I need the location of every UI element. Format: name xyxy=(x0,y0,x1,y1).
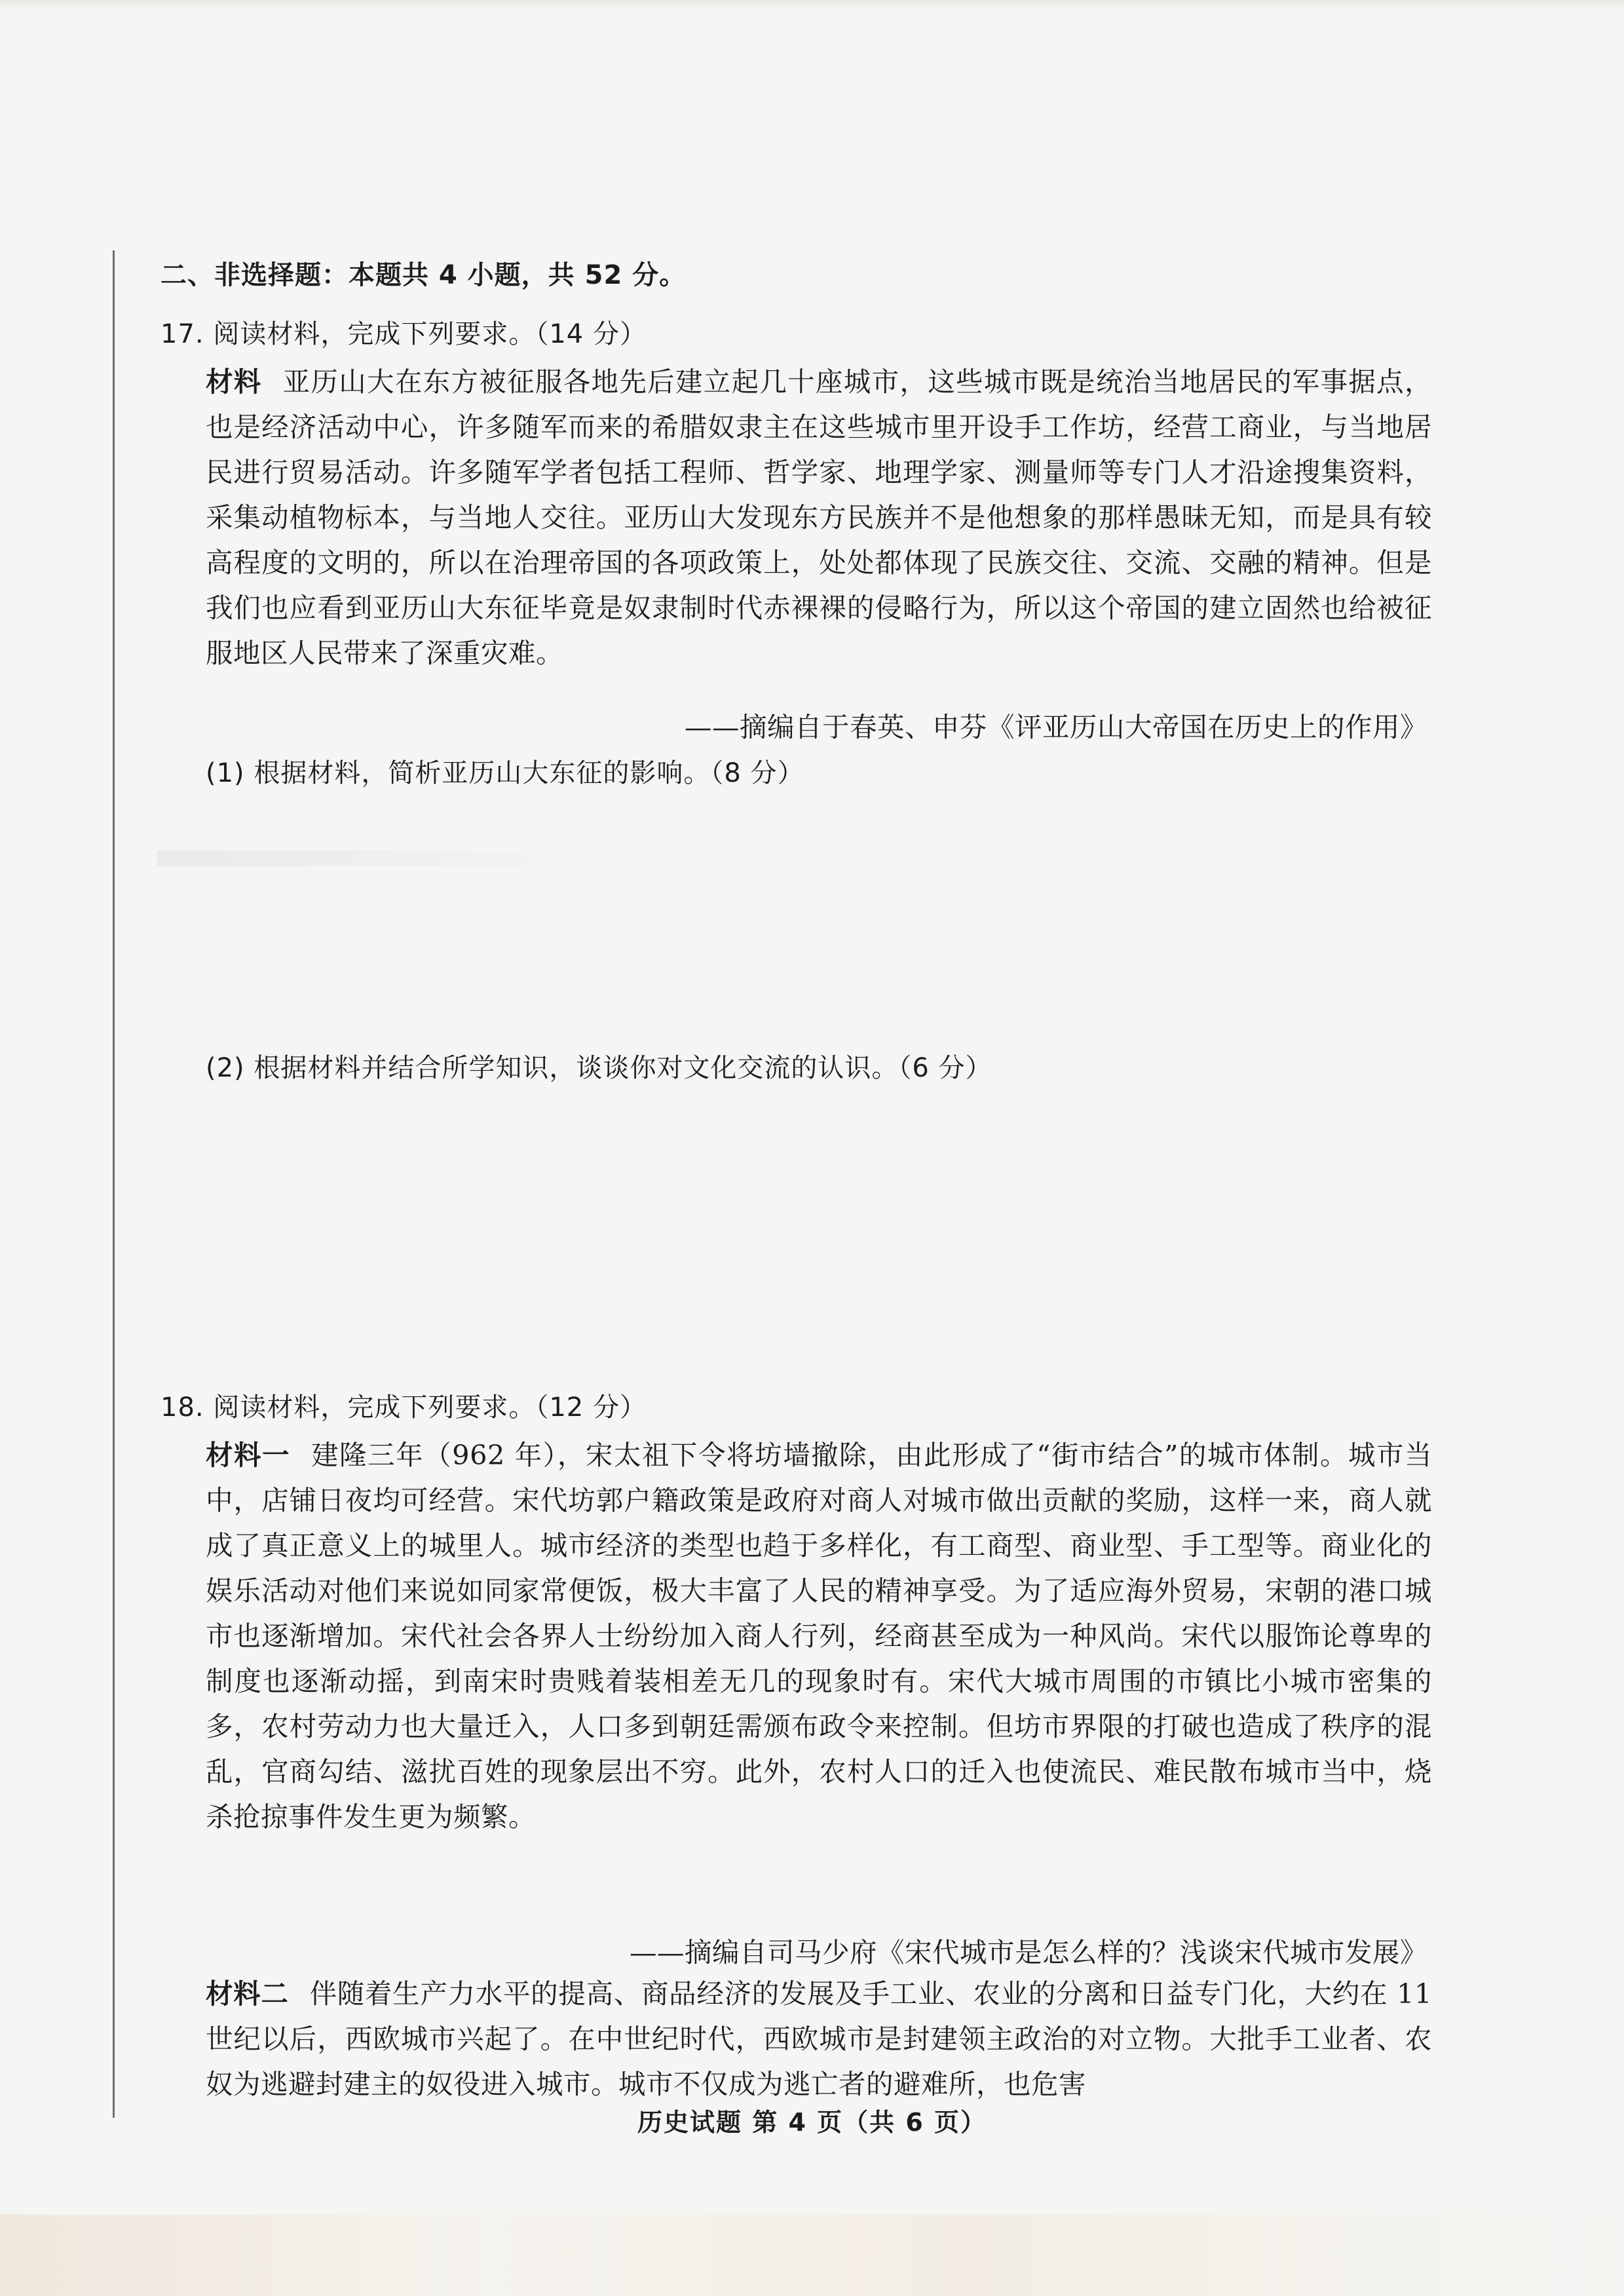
question-18-source-1: ——摘编自司马少府《宋代城市是怎么样的？浅谈宋代城市发展》 xyxy=(629,1936,1427,1968)
margin-line xyxy=(113,250,115,2118)
material-1-label: 材料一 xyxy=(206,1439,291,1471)
scan-bottom-edge xyxy=(0,2215,1624,2296)
material-1-text: 建隆三年（962 年），宋太祖下令将坊墙撤除，由此形成了“街市结合”的城市体制。城市当中，店铺日夜均可经营。宋代坊郭户籍政策是政府对商人对城市做出贡献的奖励，这样一来，商人就成了真正意义上的城里人。城市经济的类型也趋于多样化，有工商型、商业型、手工型等。商业化的娱乐活动对他们来说如同家常便饭，极大丰富了人民的精神享受。为了适应海外贸易，宋朝的港口城市也逐渐增加。宋代社会各界人士纷纷加入商人行列，经商甚至成为一种风尚。宋代以服饰论尊卑的制度也逐渐动摇，到南宋时贵贱着装相差无几的现象时有。宋代大城市周围的市镇比小城市密集的多，农村劳动力也大量迁入，人口多到朝廷需颁布政令来控制。但坊市界限的打破也造成了秩序的混乱，官商勾结、滋扰百姓的现象层出不穷。此外，农村人口的迁入也使流民、难民散布城市当中，烧杀抢掠事件发生更为频繁。 xyxy=(206,1439,1432,1833)
question-18-title: 18. 阅读材料，完成下列要求。（12 分） xyxy=(161,1392,647,1423)
question-18-material-2 xyxy=(206,1971,1432,2107)
answer-area-smudge xyxy=(157,851,616,866)
section-heading: 二、非选择题：本题共 4 小题，共 52 分。 xyxy=(161,260,687,290)
question-17-sub-1: (1) 根据材料，简析亚历山大东征的影响。（8 分） xyxy=(206,758,804,788)
material-text: 亚历山大在东方被征服各地先后建立起几十座城市，这些城市既是统治当地居民的军事据点，也是经济活动中心，许多随军而来的希腊奴隶主在这些城市里开设手工作坊，经营工商业，与当地居民进行贸易活动。许多随军学者包括工程师、哲学家、地理学家、测量师等专门人才沿途搜集资料，采集动植物标本，与当地人交往。亚历山大发现东方民族并不是他想象的那样愚昧无知，而是具有较高程度的文明的，所以在治理帝国的各项政策上，处处都体现了民族交往、交流、交融的精神。但是我们也应看到亚历山大东征毕竟是奴隶制时代赤裸裸的侵略行为，所以这个帝国的建立固然也给被征服地区人民带来了深重灾难。 xyxy=(206,366,1432,669)
page-footer: 历史试题 第 4 页（共 6 页） xyxy=(637,2108,987,2137)
question-17-title: 17. 阅读材料，完成下列要求。（14 分） xyxy=(161,319,647,349)
question-17-source: ——摘编自于春英、申芬《评亚历山大帝国在历史上的作用》 xyxy=(684,711,1427,743)
question-17-material xyxy=(206,359,1432,676)
question-17-sub-2: (2) 根据材料并结合所学知识，谈谈你对文化交流的认识。（6 分） xyxy=(206,1053,992,1083)
material-label: 材料 xyxy=(206,366,262,398)
scan-top-edge xyxy=(0,0,1624,9)
material-2-text: 伴随着生产力水平的提高、商品经济的发展及手工业、农业的分离和日益专门化，大约在 11 世纪以后，西欧城市兴起了。在中世纪时代，西欧城市是封建领主政治的对立物。大批手工业者、农奴为逃避封建主的奴役进入城市。城市不仅成为逃亡者的避难所，也危害 xyxy=(206,1978,1432,2100)
question-18-material-1 xyxy=(206,1432,1432,1839)
material-2-label: 材料二 xyxy=(206,1978,289,2010)
